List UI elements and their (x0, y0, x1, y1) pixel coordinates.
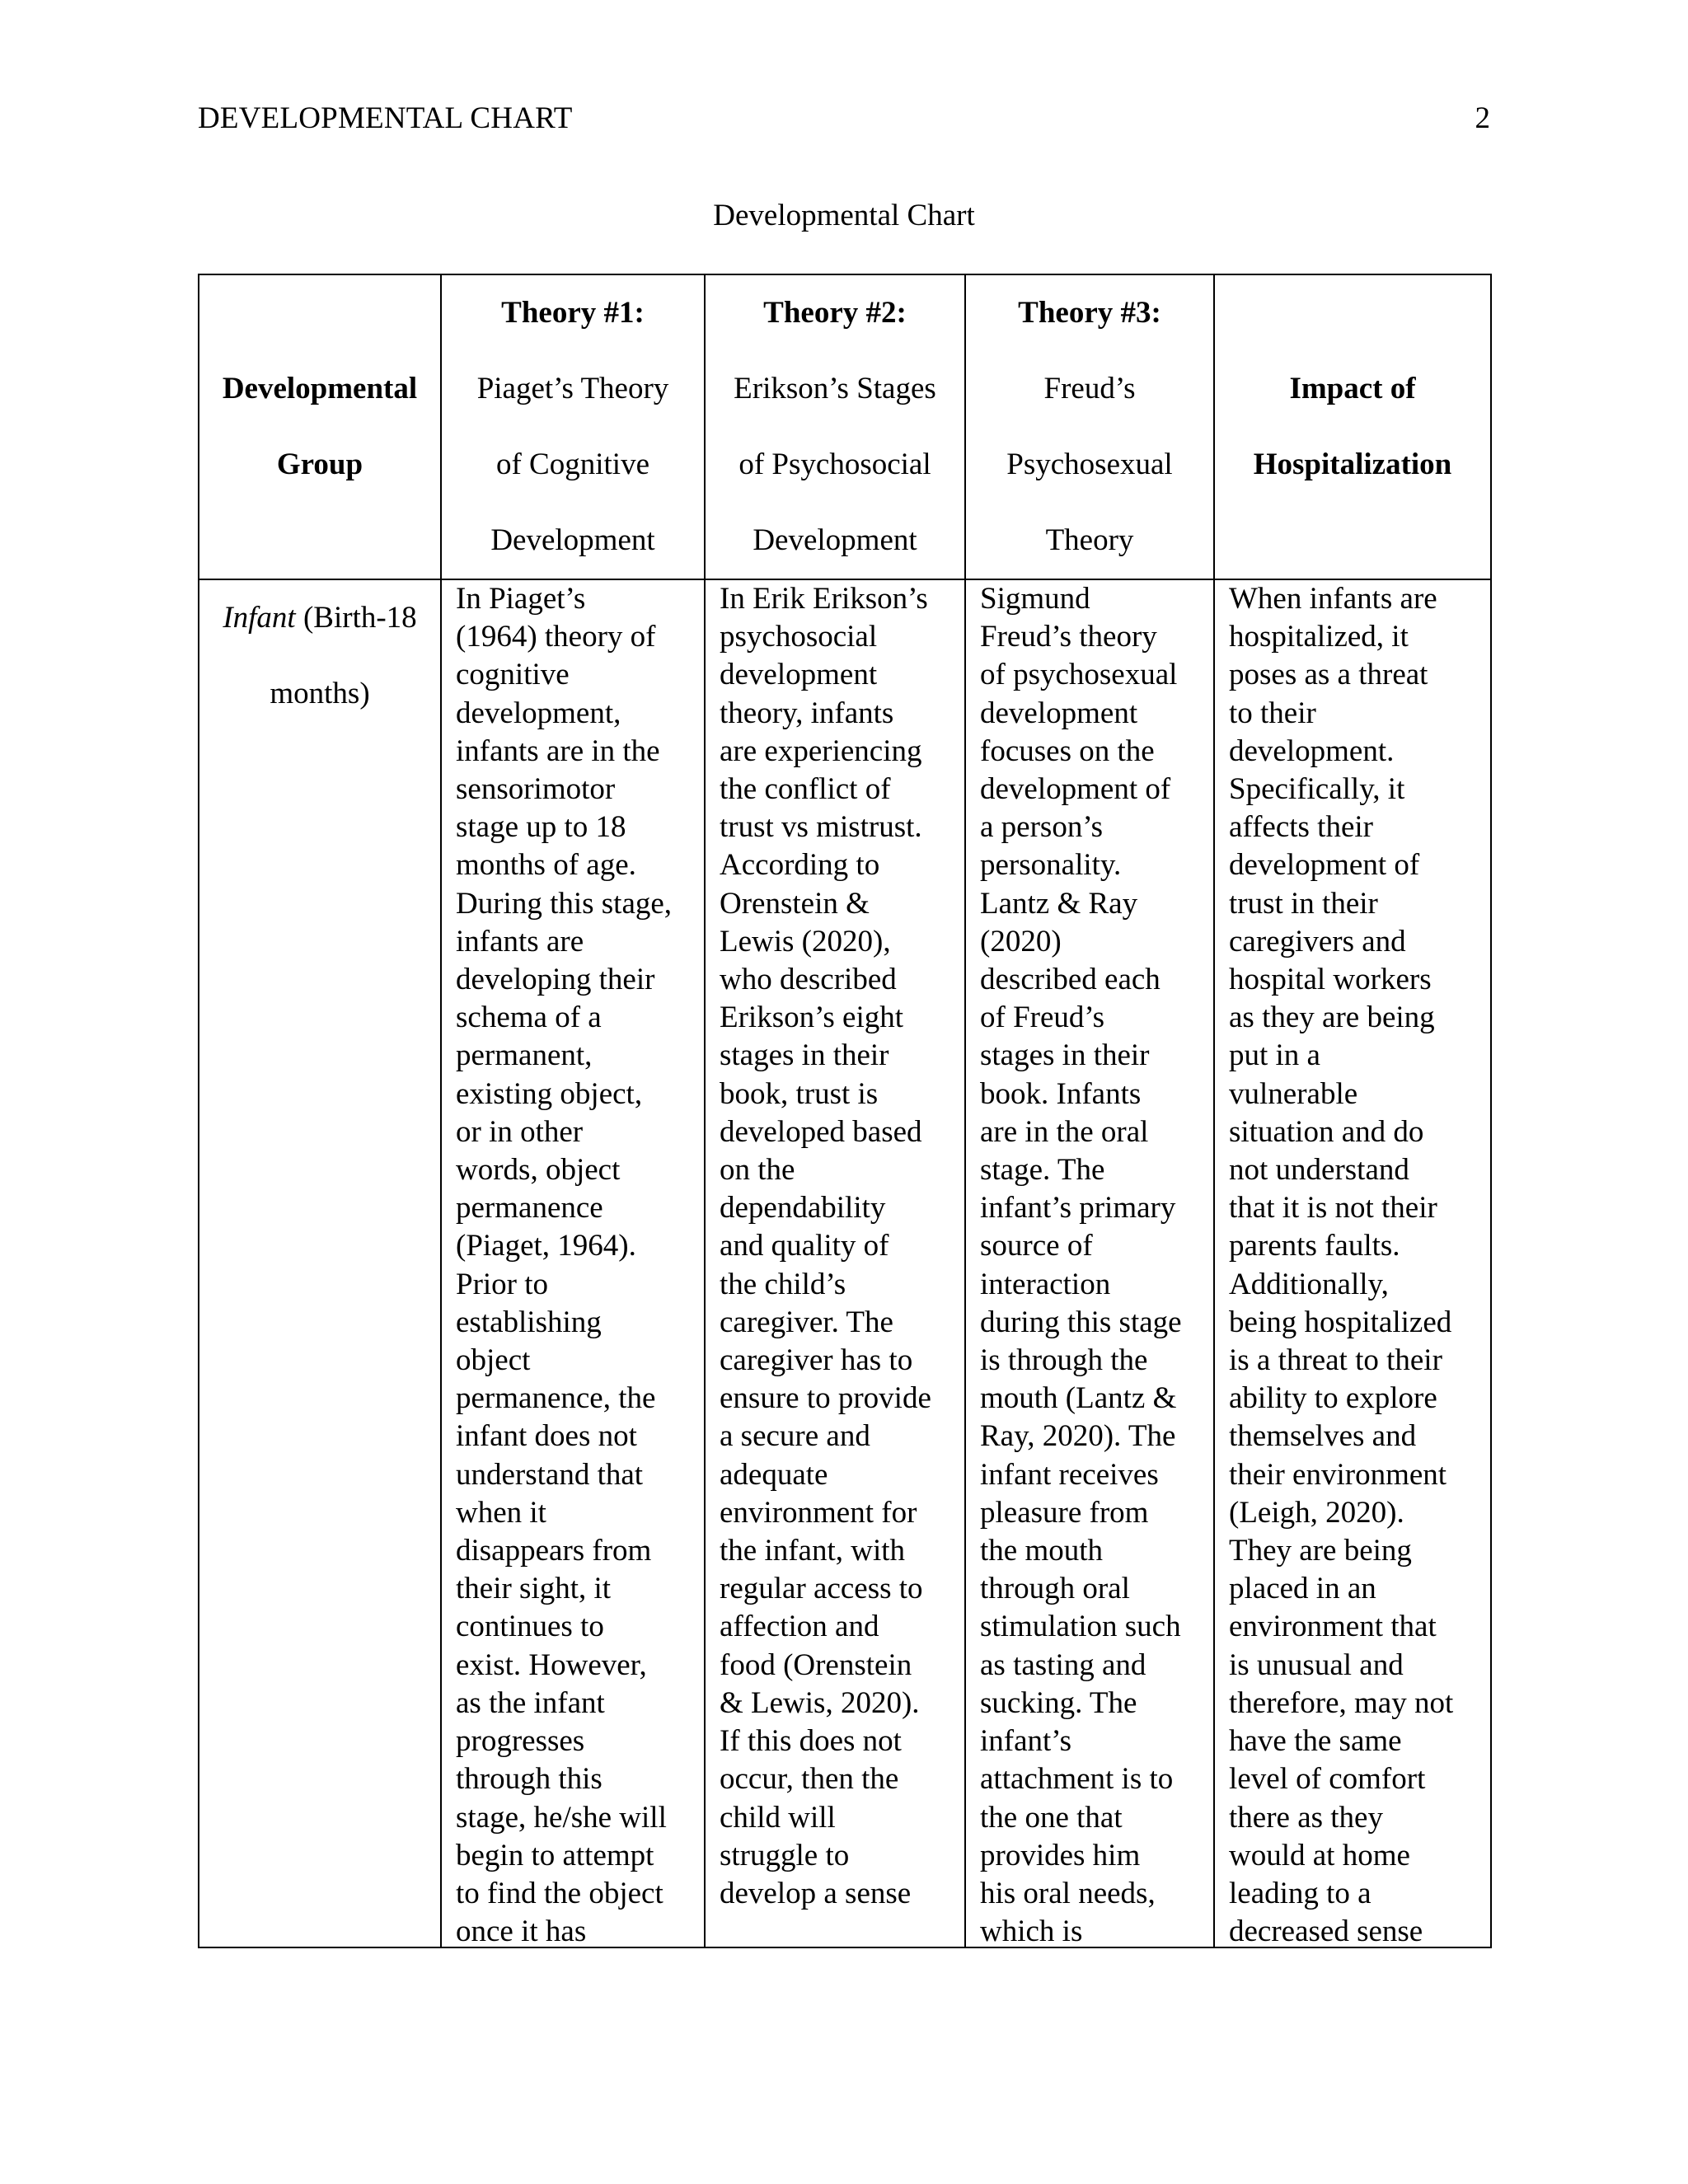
cell-text-line: which is (980, 1915, 1083, 1947)
cell-text-line: focuses on the (980, 733, 1155, 768)
cell-text-line: Lewis (2020), (720, 924, 891, 958)
cell-text-line: months of age. (456, 848, 636, 883)
cell-text-line: pleasure from (980, 1495, 1149, 1530)
theory-1-heading: Theory #1: (501, 296, 645, 330)
cell-text-line: ability to explore (1229, 1381, 1437, 1416)
cell-text-line: During this stage, (456, 886, 673, 921)
cell-text-line: Lantz & Ray (980, 886, 1138, 921)
cell-text-line: Orenstein & (720, 886, 870, 921)
group-age-range: (Birth-18 (295, 601, 417, 635)
cell-text-line: parents faults. (1229, 1229, 1400, 1263)
cell-text-line: According to (720, 848, 880, 883)
developmental-chart-table (198, 274, 1492, 1948)
cell-text-line: They are being (1229, 1534, 1412, 1568)
cell-text-line: the infant, with (720, 1534, 906, 1568)
cell-text-line: a secure and (720, 1419, 870, 1454)
cell-text-line: stage, he/she will (456, 1800, 667, 1835)
cell-text-line: infants are in the (456, 733, 660, 768)
cell-text-line: there as they (1229, 1800, 1383, 1835)
cell-text-line: being hospitalized (1229, 1305, 1452, 1339)
cell-text-line: permanent, (456, 1038, 593, 1073)
cell-text-line: Erikson’s eight (720, 1001, 904, 1035)
cell-text-line: Specifically, it (1229, 772, 1405, 807)
cell-text-line: cognitive (456, 658, 570, 692)
developmental-group-cell (199, 579, 441, 1947)
cell-text-line: progresses (456, 1724, 585, 1759)
cell-text-line: development (720, 658, 878, 692)
page-number: 2 (1475, 101, 1490, 135)
cell-text-line: Prior to (456, 1267, 549, 1301)
header-line: Group (276, 448, 363, 481)
cell-text-line: situation and do (1229, 1114, 1424, 1149)
erikson-cell (705, 579, 965, 1947)
cell-text-line: trust in their (1229, 886, 1378, 921)
cell-text-line: schema of a (456, 1001, 602, 1035)
cell-text-line: not understand (1229, 1153, 1409, 1188)
cell-text-line: Additionally, (1229, 1267, 1389, 1301)
cell-text-line: permanence, the (456, 1381, 656, 1416)
cell-text-line: the mouth (980, 1534, 1104, 1568)
cell-text-line: adequate (720, 1457, 828, 1492)
cell-text-line: of psychosexual (980, 658, 1178, 692)
cell-text-line: development of (980, 772, 1171, 807)
cell-text-line: the child’s (720, 1267, 846, 1301)
cell-text-line: during this stage (980, 1305, 1182, 1339)
cell-text-line: object (456, 1343, 531, 1378)
cell-text-line: stage. The (980, 1153, 1105, 1188)
cell-text-line: leading to a (1229, 1876, 1372, 1910)
cell-text-line: begin to attempt (456, 1838, 654, 1872)
cell-text-line: hospital workers (1229, 963, 1432, 997)
cell-text-line: through this (456, 1762, 603, 1797)
cell-text-line: book, trust is (720, 1076, 879, 1111)
header-line: Freud’s (1043, 372, 1136, 405)
cell-text-line: environment for (720, 1495, 917, 1530)
cell-text-line: In Piaget’s (456, 582, 586, 616)
cell-text-line: (2020) (980, 924, 1062, 958)
cell-text-line: on the (720, 1153, 795, 1188)
cell-text-line: affection and (720, 1610, 879, 1644)
cell-text-line: caregiver. The (720, 1305, 893, 1339)
cell-text-line: themselves and (1229, 1419, 1417, 1454)
impact-cell (1214, 579, 1491, 1947)
cell-text-line: ensure to provide (720, 1381, 931, 1416)
cell-text-line: sucking. The (980, 1685, 1137, 1720)
cell-text-line: placed in an (1229, 1572, 1376, 1606)
header-line: Impact of (1289, 372, 1416, 405)
cell-text-line: his oral needs, (980, 1876, 1156, 1910)
cell-text-line: infant receives (980, 1457, 1159, 1492)
cell-text-line: (1964) theory of (456, 620, 656, 654)
cell-text-line: When infants are (1229, 582, 1437, 616)
running-head: DEVELOPMENTAL CHART (198, 101, 573, 135)
theory-3-heading: Theory #3: (1018, 296, 1161, 330)
cell-text-line: development. (1229, 733, 1395, 768)
cell-text-line: is unusual and (1229, 1647, 1404, 1682)
cell-text-line: regular access to (720, 1572, 923, 1606)
cell-text-line: develop a sense (720, 1876, 912, 1910)
cell-text-line: have the same (1229, 1724, 1402, 1759)
header-theory-3 (965, 274, 1214, 579)
cell-text-line: the one that (980, 1800, 1123, 1835)
cell-text-line: psychosocial (720, 620, 878, 654)
cell-text-line: caregivers and (1229, 924, 1406, 958)
cell-text-line: who described (720, 963, 897, 997)
cell-text-line: developing their (456, 963, 655, 997)
header-line: Piaget’s Theory (476, 372, 669, 405)
cell-text-line: developed based (720, 1114, 922, 1149)
header-impact-of-hospitalization (1214, 274, 1491, 579)
cell-text-line: level of comfort (1229, 1762, 1426, 1797)
cell-text-line: as tasting and (980, 1647, 1146, 1682)
group-label-line (199, 580, 440, 656)
cell-text-line: food (Orenstein (720, 1647, 912, 1682)
header-line: Developmental (222, 372, 418, 405)
cell-text-line: to find the object (456, 1876, 663, 1910)
header-line: Theory (1045, 523, 1134, 557)
cell-text-line: is a threat to their (1229, 1343, 1442, 1378)
cell-text-line: establishing (456, 1305, 602, 1339)
header-line: Development (490, 523, 655, 557)
cell-text-line: & Lewis, 2020). (720, 1685, 920, 1720)
cell-text-line: theory, infants (720, 696, 894, 730)
cell-text-line: occur, then the (720, 1762, 899, 1797)
header-line: of Cognitive (495, 448, 649, 481)
cell-text-line: infant’s primary (980, 1191, 1176, 1226)
cell-text-line: their sight, it (456, 1572, 612, 1606)
cell-text-line: In Erik Erikson’s (720, 582, 928, 616)
table-row (199, 579, 1491, 1947)
header-line: Hospitalization (1253, 448, 1452, 481)
cell-text-line: book. Infants (980, 1076, 1142, 1111)
header-line: Erikson’s Stages (734, 372, 936, 405)
cell-text-line: through oral (980, 1572, 1130, 1606)
cell-text-line: and quality of (720, 1229, 889, 1263)
cell-text-line: stages in their (720, 1038, 889, 1073)
cell-text-line: once it has (456, 1915, 587, 1947)
cell-text-line: trust vs mistrust. (720, 810, 922, 845)
cell-text-line: development (980, 696, 1138, 730)
cell-text-line: therefore, may not (1229, 1685, 1454, 1720)
cell-text-line: development of (1229, 848, 1420, 883)
cell-text-line: sensorimotor (456, 772, 616, 807)
header-theory-1 (441, 274, 705, 579)
cell-text-line: infant does not (456, 1419, 637, 1454)
cell-text-line: struggle to (720, 1838, 850, 1872)
cell-text-line: a person’s (980, 810, 1103, 845)
cell-text-line: words, object (456, 1153, 621, 1188)
cell-text-line: interaction (980, 1267, 1111, 1301)
cell-text-line: put in a (1229, 1038, 1320, 1073)
header-line: Development (753, 523, 917, 557)
cell-text-line: (Piaget, 1964). (456, 1229, 636, 1263)
cell-text-line: would at home (1229, 1838, 1410, 1872)
cell-text-line: dependability (720, 1191, 886, 1226)
cell-text-line: Freud’s theory (980, 620, 1157, 654)
group-name: Infant (223, 601, 296, 635)
header-line: Psychosexual (1006, 448, 1173, 481)
cell-text-line: caregiver has to (720, 1343, 913, 1378)
cell-text-line: infant’s (980, 1724, 1071, 1759)
cell-text-line: existing object, (456, 1076, 643, 1111)
cell-text-line: hospitalized, it (1229, 620, 1409, 654)
cell-text-line: environment that (1229, 1610, 1437, 1644)
cell-text-line: exist. However, (456, 1647, 647, 1682)
theory-2-heading: Theory #2: (763, 296, 907, 330)
cell-text-line: decreased sense (1229, 1915, 1423, 1947)
cell-text-line: continues to (456, 1610, 604, 1644)
cell-text-line: stimulation such (980, 1610, 1181, 1644)
cell-text-line: permanence (456, 1191, 603, 1226)
cell-text-line: affects their (1229, 810, 1373, 845)
cell-text-line: source of (980, 1229, 1093, 1263)
cell-text-line: the conflict of (720, 772, 891, 807)
cell-text-line: provides him (980, 1838, 1141, 1872)
cell-text-line: as they are being (1229, 1001, 1435, 1035)
cell-text-line: that it is not their (1229, 1191, 1437, 1226)
cell-text-line: understand that (456, 1457, 644, 1492)
cell-text-line: their environment (1229, 1457, 1447, 1492)
cell-text-line: development, (456, 696, 621, 730)
cell-text-line: mouth (Lantz & (980, 1381, 1177, 1416)
cell-text-line: disappears from (456, 1534, 652, 1568)
cell-text-line: or in other (456, 1114, 584, 1149)
header-line: of Psychosocial (738, 448, 931, 481)
cell-text-line: as the infant (456, 1685, 605, 1720)
cell-text-line: infants are (456, 924, 584, 958)
group-label-line: months) (270, 677, 370, 710)
cell-text-line: described each (980, 963, 1160, 997)
freud-cell (965, 579, 1214, 1947)
cell-text-line: are in the oral (980, 1114, 1149, 1149)
document-title: Developmental Chart (713, 199, 975, 232)
cell-text-line: child will (720, 1800, 836, 1835)
cell-text-line: Ray, 2020). The (980, 1419, 1176, 1454)
cell-text-line: vulnerable (1229, 1076, 1358, 1111)
cell-text-line: of Freud’s (980, 1001, 1105, 1035)
cell-text-line: Sigmund (980, 582, 1090, 616)
cell-text-line: If this does not (720, 1724, 902, 1759)
piaget-cell (441, 579, 705, 1947)
cell-text-line: attachment is to (980, 1762, 1174, 1797)
header-row (199, 274, 1491, 579)
cell-text-line: is through the (980, 1343, 1148, 1378)
header-developmental-group (199, 274, 441, 579)
cell-text-line: personality. (980, 848, 1122, 883)
cell-text-line: when it (456, 1495, 546, 1530)
cell-text-line: stages in their (980, 1038, 1150, 1073)
cell-text-line: poses as a threat (1229, 658, 1428, 692)
cell-text-line: are experiencing (720, 733, 922, 768)
cell-text-line: stage up to 18 (456, 810, 626, 845)
cell-text-line: to their (1229, 696, 1316, 730)
header-theory-2 (705, 274, 965, 579)
cell-text-line: (Leigh, 2020). (1229, 1495, 1404, 1530)
